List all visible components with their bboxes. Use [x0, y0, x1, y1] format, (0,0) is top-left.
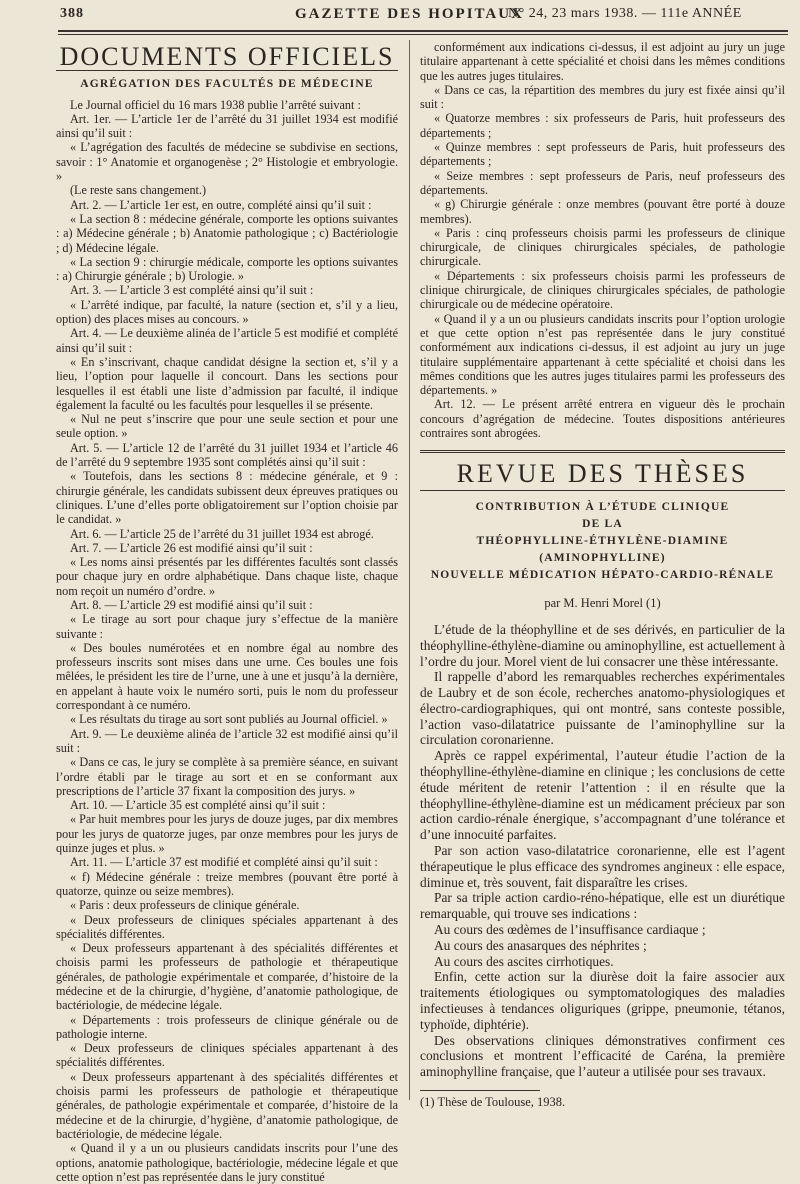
paragraph: Art. 8. — L’article 29 est modifié ainsi qu’il suit : [70, 597, 313, 612]
paragraph: « Quand il y a un ou plusieurs candidats inscrits pour l’option urologie et que cette option n’est pas représentée dans le jury constitué conformément aux indications ci-dessus, il est adjoint au jury un juge titulaire supplémentaire appartenant à cette spécialité et choisi dans les mêmes conditions que les autres juges titulaires parmi les professeurs des départements. » [420, 311, 785, 398]
paragraph: « Toutefois, dans les sections 8 : médecine générale, et 9 : chirurgie générale, les candidats subissent deux épreuves pratiques ou cliniques. L’une d’elles porte obligatoirement sur l’option choisie par le candidat. » [56, 469, 398, 527]
column-divider [409, 40, 410, 1100]
paragraph: « Quatorze membres : six professeurs de Paris, huit professeurs des départements ; [420, 111, 785, 140]
paragraph: « Paris : deux professeurs de clinique générale. [70, 898, 300, 913]
paragraph: « Départements : six professeurs choisis parmi les professeurs de clinique chirurgicale, de cliniques chirurgicales spéciales, de pathologie chirurgicale ou de médecine opératoire. [420, 268, 785, 312]
paragraph: « L’arrêté indique, par faculté, la nature (section et, s’il y a lieu, option) des places mises au concours. » [56, 297, 398, 327]
paragraph: Par son action vaso-dilatatrice coronarienne, elle est l’agent thérapeutique le plus efficace des syndromes angineux : elle espace, diminue et, très souvent, fait disparaître les crises. [420, 843, 785, 890]
contribution-sub2: NOUVELLE MÉDICATION HÉPATO-CARDIO-RÉNALE [430, 568, 775, 581]
paragraph: « Deux professeurs appartenant à des spécialités différentes et choisis parmi les professeurs de pathologie et thérapeutique générales, de pathologie expérimentale et comparée, d’histoire de la médecine et de la chirurgie, d’hygiène, d’anatomie pathologique, de bactériologie, de médecine légale. [56, 1069, 398, 1141]
paragraph: « Le tirage au sort pour chaque jury s’effectue de la manière suivante : [56, 612, 398, 641]
paragraph: Après ce rappel expérimental, l’auteur étudie l’action de la théophylline-éthylène-diamine en clinique ; les conclusions de cette étude méritent de retenir l’attention : il en résulte que la théophylline-éthylène-diamine est un médicament précieux par son action cardio-rénale énergique, s’accompagnant d’une tolérance et d’une innocuité parfaites. [420, 748, 785, 843]
paragraph: Art. 12. — Le présent arrêté entrera en vigueur dès le prochain concours d’agrégation de médecine. Toutes dispositions antérieures contraires sont abrogées. [420, 397, 785, 441]
review-body [420, 622, 785, 1080]
paragraph: Il rappelle d’abord les remarquables recherches expérimentales de Laubry et de son école, recherches anatomo-physiologiques et électro-cardiographiques, qui ont montré, sans conteste possible, l’action vaso-dilatatrice puissante de l’aminophylline sur la circulation coronarienne. [420, 669, 785, 748]
paragraph: « Départements : trois professeurs de clinique générale ou de pathologie interne. [56, 1012, 398, 1041]
divider [420, 450, 785, 453]
right-column [420, 40, 785, 1109]
issue-info: N° 24, 23 mars 1938. — 111e ANNÉE [508, 6, 742, 21]
paragraph: « Par huit membres pour les jurys de douze juges, par dix membres pour les jurys de quatorze juges, par onze membres pour les jurys de quinze juges et plus. » [56, 812, 398, 856]
left-body [56, 98, 398, 1184]
journal-title: GAZETTE DES HOPITAUX [295, 6, 524, 22]
left-column [56, 40, 398, 1184]
paragraph: « g) Chirurgie générale : onze membres (pouvant être porté à douze membres). [420, 197, 785, 226]
paragraph: Art. 9. — Le deuxième alinéa de l’article 32 est modifié ainsi qu’il suit : [56, 726, 398, 755]
contribution-de: DE LA [582, 517, 623, 530]
header-rule [58, 30, 788, 32]
paragraph: L’étude de la théophylline et de ses dérivés, en particulier de la théophylline-éthylène-diamine ou aminophylline, est actuellement à l’ordre du jour. Morel vient de lui consacrer une thèse intéressante. [420, 621, 785, 669]
paragraph: « En s’inscrivant, chaque candidat désigne la section et, s’il y a lieu, l’option pour laquelle il concourt. Dans les sections pour lesquelles il est établi une liste d’admission par faculté, il indique également la faculté ou les facultés pour lesquelles il se présente. [56, 354, 398, 412]
paragraph: Art. 3. — L’article 3 est complété ainsi qu’il suit : [70, 283, 314, 298]
paragraph: « La section 8 : médecine générale, comporte les options suivantes : a) Médecine générale ; b) Anatomie pathologique ; c) Bactériologie ; d) Médecine légale. [56, 211, 398, 255]
paragraph: Au cours des anasarques des néphrites ; [434, 937, 647, 953]
paragraph: (Le reste sans changement.) [70, 183, 207, 198]
paragraph: « Les noms ainsi présentés par les différentes facultés sont classés pour chaque jury en ordre alphabétique. Dans chaque liste, chaque nom reçoit un numéro d’ordre. » [56, 555, 398, 598]
paragraph: Au cours des œdèmes de l’insuffisance cardiaque ; [434, 922, 706, 938]
page-number: 388 [60, 6, 84, 21]
paragraph: Art. 10. — L’article 35 est complété ainsi qu’il suit : [70, 798, 326, 813]
contribution-subject: THÉOPHYLLINE-ÉTHYLÈNE-DIAMINE (AMINOPHYLLINE) [476, 534, 729, 564]
paragraph: « Quand il y a un ou plusieurs candidats inscrits pour l’une des options, anatomie pathologique, bactériologie, médecine légale et que cette option n’est pas représentée dans le jury constitué [56, 1141, 398, 1184]
paragraph: « Seize membres : sept professeurs de Paris, neuf professeurs des départements. [420, 168, 785, 197]
paragraph: « Les résultats du tirage au sort sont publiés au Journal officiel. » [70, 712, 388, 727]
paragraph: « f) Médecine générale : treize membres (pouvant être porté à quatorze, quinze ou seize membres). [56, 869, 398, 898]
paragraph: « Des boules numérotées et en nombre égal au nombre des professeurs inscrits sont mises dans une urne. Ces boules une fois mêlées, le président les tire de l’urne, une à une et jusqu’à la dernière, en appelant à haute voix le numéro sorti, puis le nom du professeur correspondant à ce numéro. [56, 640, 398, 713]
paragraph: Art. 2. — L’article 1er est, en outre, complété ainsi qu’il suit : [70, 197, 372, 212]
contribution-heading [420, 499, 785, 584]
paragraph: « La section 9 : chirurgie médicale, comporte les options suivantes : a) Chirurgie générale ; b) Urologie. » [56, 254, 398, 284]
paragraph: « Dans ce cas, la répartition des membres du jury est fixée ainsi qu’il suit : [420, 82, 785, 112]
paragraph: « L’agrégation des facultés de médecine se subdivise en sections, savoir : 1° Anatomie et organogenèse ; 2° Histologie et embryologie. » [56, 140, 398, 184]
header-rule-thin [58, 34, 788, 35]
paragraph: Art. 11. — L’article 37 est modifié et complété ainsi qu’il suit : [70, 855, 378, 870]
paragraph: Art. 5. — L’article 12 de l’arrêté du 31 juillet 1934 et l’article 46 de l’arrêté du 9 septembre 1935 sont complétés ainsi qu’il suit : [56, 440, 398, 470]
paragraph: Art. 1er. — L’article 1er de l’arrêté du 31 juillet 1934 est modifié ainsi qu’il suit : [56, 111, 398, 141]
paragraph: Des observations cliniques démonstratives confirment ces conclusions et montrent l’efficacité de Caréna, la première aminophylline française, que l’auteur a utilisée pour ses travaux. [420, 1032, 785, 1080]
paragraph: Art. 4. — Le deuxième alinéa de l’article 5 est modifié et complété ainsi qu’il suit : [56, 326, 398, 355]
section-title: DOCUMENTS OFFICIELS [59, 42, 395, 71]
paragraph: conformément aux indications ci-dessus, il est adjoint au jury un juge titulaire appartenant à cette spécialité et choisi dans les mêmes conditions que les autres juges titulaires. [420, 40, 785, 83]
review-title: REVUE DES THÈSES [456, 459, 749, 489]
footnote-rule [420, 1090, 540, 1091]
paragraph: Le Journal officiel du 16 mars 1938 publie l’arrêté suivant : [70, 97, 361, 112]
paragraph: « Dans ce cas, le jury se complète à sa première séance, en suivant l’ordre établi par le tirage au sort et en se conformant aux prescriptions de l’article 37 fixant la composition des jurys. » [56, 755, 398, 798]
paragraph: « Paris : cinq professeurs choisis parmi les professeurs de clinique chirurgicale, de cliniques chirurgicales spéciales, de pathologie chirurgicale. [420, 225, 785, 269]
paragraph: Enfin, cette action sur la diurèse doit la faire associer aux traitements étiologiques ou symptomatologiques des maladies infectieuses à tendances oliguriques (grippe, pneumonie, tétanos, typhoïde, diphtérie). [420, 969, 785, 1032]
article-subtitle: AGRÉGATION DES FACULTÉS DE MÉDECINE [80, 78, 374, 91]
paragraph: « Deux professeurs de cliniques spéciales appartenant à des spécialités différentes. [56, 912, 398, 941]
paragraph: « Deux professeurs appartenant à des spécialités différentes et choisis parmi les professeurs de pathologie et thérapeutique générales, de pathologie expérimentale et comparée, d’histoire de la médecine et de la chirurgie, d’hygiène, d’anatomie pathologique, de bactériologie, de médecine légale. [56, 941, 398, 1013]
author-line: par M. Henri Morel (1) [544, 595, 661, 610]
paragraph: Art. 6. — L’article 25 de l’arrêté du 31 juillet 1934 est abrogé. [70, 526, 374, 541]
paragraph: Par sa triple action cardio-réno-hépatique, elle est un diurétique remarquable, qui trouve ses indications : [420, 890, 785, 922]
paragraph: Au cours des ascites cirrhotiques. [434, 953, 614, 969]
right-continuation [420, 40, 785, 440]
page-header [40, 2, 760, 28]
divider [420, 490, 785, 491]
paragraph: « Nul ne peut s’inscrire que pour une seule section et pour une seule option. » [56, 412, 398, 441]
paragraph: « Deux professeurs de cliniques spéciales appartenant à des spécialités différentes. [56, 1041, 398, 1070]
paragraph: « Quinze membres : sept professeurs de Paris, huit professeurs des départements ; [420, 140, 785, 169]
contribution-line: CONTRIBUTION À L’ÉTUDE CLINIQUE [475, 500, 730, 513]
footnote: (1) Thèse de Toulouse, 1938. [420, 1095, 566, 1110]
paragraph: Art. 7. — L’article 26 est modifié ainsi qu’il suit : [70, 540, 313, 555]
